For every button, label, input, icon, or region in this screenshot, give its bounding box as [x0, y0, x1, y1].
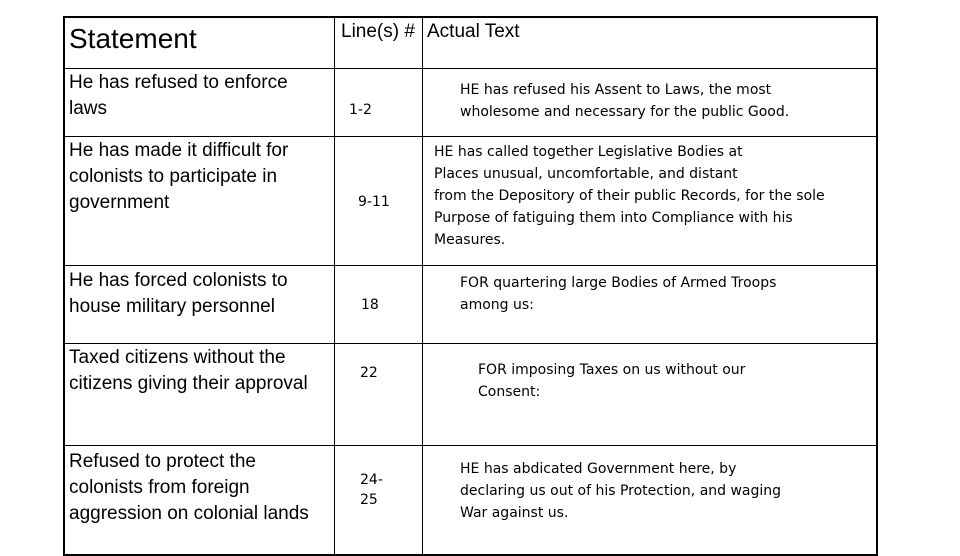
quote-line: Places unusual, uncomfortable, and distant — [434, 166, 738, 182]
statement-line: laws — [69, 98, 108, 119]
line-number: 18 — [361, 297, 379, 313]
quote-line: among us: — [460, 297, 534, 313]
statement-line: colonists to participate in — [69, 166, 278, 187]
row-divider — [65, 343, 876, 344]
row-divider — [65, 265, 876, 266]
statement-cell — [69, 138, 288, 216]
line-number-cell — [349, 100, 372, 120]
header-actual-text: Actual Text — [427, 21, 520, 42]
quote-line: FOR quartering large Bodies of Armed Troops — [460, 275, 777, 291]
statement-line: Refused to protect the — [69, 451, 256, 472]
actual-text-cell — [460, 79, 789, 123]
statement-cell — [69, 70, 288, 122]
statement-cell — [69, 345, 308, 397]
statement-line: house military personnel — [69, 296, 275, 317]
statement-line: He has made it difficult for — [69, 140, 289, 161]
statement-line: He has refused to enforce — [69, 72, 288, 93]
statement-line: Taxed citizens without the — [69, 347, 286, 368]
actual-text-cell — [434, 141, 825, 251]
statement-line: He has forced colonists to — [69, 270, 288, 291]
quote-line: War against us. — [460, 505, 569, 521]
quote-line: HE has refused his Assent to Laws, the most — [460, 82, 772, 98]
quote-line: declaring us out of his Protection, and waging — [460, 483, 782, 499]
line-number: 1-2 — [349, 102, 372, 118]
quote-line: HE has called together Legislative Bodies at — [434, 144, 743, 160]
quote-line: wholesome and necessary for the public Good. — [460, 104, 790, 120]
actual-text-cell — [460, 272, 776, 316]
column-divider — [422, 18, 423, 554]
line-number-cell — [358, 192, 390, 212]
statement-cell — [69, 268, 288, 320]
statement-line: government — [69, 192, 170, 213]
line-number-cell — [360, 363, 378, 383]
actual-text-cell — [478, 359, 745, 403]
quote-line: FOR imposing Taxes on us without our — [478, 362, 746, 378]
actual-text-cell — [460, 458, 781, 524]
quote-line: Consent: — [478, 384, 541, 400]
row-divider — [65, 445, 876, 446]
header-statement: Statement — [69, 23, 197, 54]
quote-line: from the Depository of their public Records, for the sole — [434, 188, 825, 204]
line-number-cell — [360, 470, 383, 510]
statement-cell — [69, 449, 309, 527]
line-number: 22 — [360, 365, 378, 381]
quote-line: Purpose of fatiguing them into Compliance with his — [434, 210, 793, 226]
row-divider — [65, 68, 876, 69]
quote-line: Measures. — [434, 232, 506, 248]
grievances-table — [63, 16, 878, 556]
quote-line: HE has abdicated Government here, by — [460, 461, 737, 477]
row-divider — [65, 136, 876, 137]
statement-line: aggression on colonial lands — [69, 503, 309, 524]
line-number: 9-11 — [358, 194, 390, 210]
column-divider — [334, 18, 335, 554]
line-number: 24- — [360, 472, 383, 488]
line-number: 25 — [360, 492, 378, 508]
line-number-cell — [361, 295, 379, 315]
header-lines: Line(s) # — [341, 21, 415, 42]
statement-line: colonists from foreign — [69, 477, 250, 498]
statement-line: citizens giving their approval — [69, 373, 308, 394]
